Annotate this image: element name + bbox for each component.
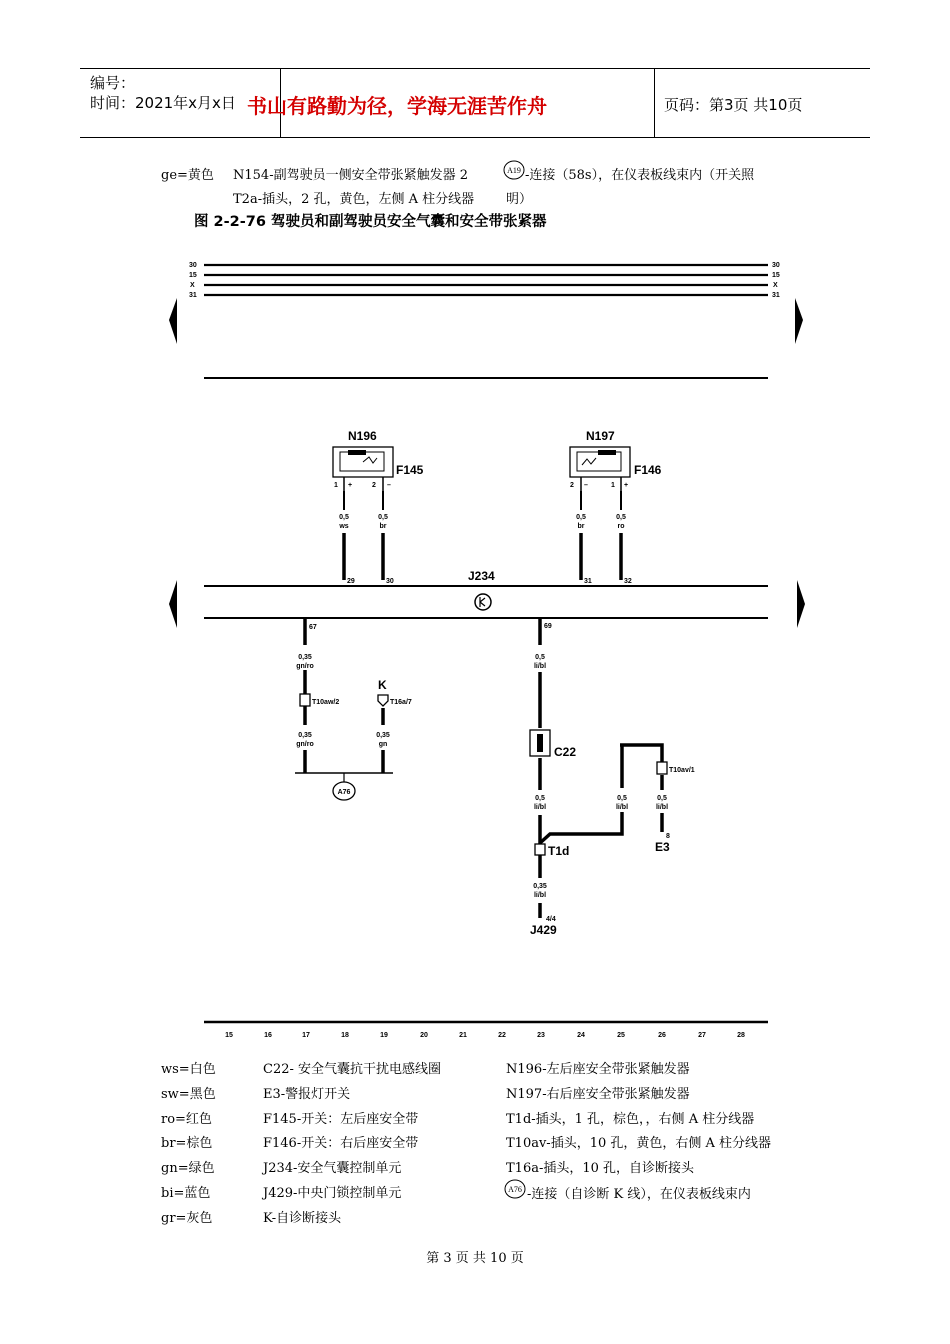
wire-ro-size: 0,5	[616, 514, 626, 521]
wire-e3-color: li/bl	[655, 804, 669, 811]
bottom-ruler-numbers	[225, 1032, 745, 1039]
legend-t16a: T16a-插头，10 孔，自诊断接头	[506, 1161, 695, 1176]
wire-69b-size: 0,5	[535, 795, 545, 802]
j429-pin: 4/4	[546, 916, 556, 923]
ruler-15: 15	[225, 1032, 233, 1039]
j234-pin-29: 29	[347, 578, 355, 585]
t10av1-label: T10av/1	[669, 767, 695, 774]
legend-t10av: T10av-插头，10 孔，黄色，右侧 A 柱分线器	[506, 1136, 772, 1151]
legend-j234: J234-安全气囊控制单元	[263, 1161, 402, 1176]
ruler-26: 26	[658, 1032, 666, 1039]
legend-color-ws: ws=白色	[161, 1062, 216, 1077]
legend-n196: N196-左后座安全带张紧触发器	[506, 1062, 690, 1077]
wire-br2-size: 0,5	[576, 514, 586, 521]
ruler-22: 22	[498, 1032, 506, 1039]
continuation-left-arrow-top	[169, 298, 177, 344]
wire-67b-color: gn/ro	[296, 741, 314, 748]
f145-label: F145	[396, 463, 424, 477]
legend-t2a: T2a-插头，2 孔，黄色，左侧 A 柱分线器	[233, 192, 475, 207]
badge-a19-text: A19	[507, 166, 521, 175]
ruler-20: 20	[420, 1032, 428, 1039]
n196-label: N196	[348, 429, 377, 443]
wire-69b-color: li/bl	[533, 804, 547, 811]
legend-color-gn: gn=绿色	[161, 1161, 215, 1176]
rail-label-l-31: 31	[189, 292, 197, 299]
j429-label: J429	[530, 923, 557, 937]
t10av1-connector	[657, 762, 667, 774]
t10aw2-connector	[300, 694, 310, 706]
legend-f145: F145-开关：左后座安全带	[263, 1112, 419, 1127]
wire-br-color: br	[379, 523, 387, 530]
legend-color-gr: gr=灰色	[161, 1211, 213, 1226]
legend-color-sw: sw=黑色	[161, 1087, 216, 1102]
rail-label-r-30: 30	[772, 262, 780, 269]
n197-pin-1: 1	[611, 482, 615, 489]
wire-k-color: gn	[378, 741, 388, 748]
n196-pin-minus: –	[387, 482, 391, 489]
wire-br2-color: br	[577, 523, 585, 530]
wire-mid-color: li/bl	[615, 804, 629, 811]
n197-switch	[582, 458, 596, 465]
rail-label-l-15: 15	[189, 272, 197, 279]
wire-69	[540, 618, 662, 918]
ruler-19: 19	[380, 1032, 388, 1039]
wire-ws-color: ws	[339, 523, 349, 530]
wire-69c-color: li/bl	[533, 892, 547, 899]
ruler-16: 16	[264, 1032, 272, 1039]
a76-label: A76	[337, 789, 351, 796]
continuation-right-arrow-top	[795, 298, 803, 344]
legend-color-ge: ge=黄色	[161, 168, 214, 183]
j234-pin-32: 32	[624, 578, 632, 585]
page-footer: 第 3 页 共 10 页	[426, 1251, 524, 1266]
j234-pin-67: 67	[309, 624, 317, 631]
n197-pin-2: 2	[570, 482, 574, 489]
legend-a76-text: A76	[508, 1185, 522, 1194]
legend-f146: F146-开关：右后座安全带	[263, 1136, 419, 1151]
legend-k: K-自诊断接头	[263, 1211, 342, 1226]
legend-n154: N154-副驾驶员一侧安全带张紧触发器 2	[233, 168, 468, 183]
j234-transistor-icon	[475, 594, 491, 610]
wire-ro-color: ro	[617, 523, 625, 530]
ruler-28: 28	[737, 1032, 745, 1039]
rail-label-l-x: X	[190, 282, 195, 289]
wire-67-color: gn/ro	[296, 663, 314, 670]
legend-c22: C22- 安全气囊抗干扰电感线圈	[263, 1062, 442, 1077]
t10aw2-label: T10aw/2	[312, 699, 340, 706]
wire-ws-size: 0,5	[339, 514, 349, 521]
wire-k-size: 0,35	[376, 732, 390, 739]
t1d-connector	[535, 844, 545, 855]
doc-time-label: 时间：2021年x月x日	[90, 94, 236, 112]
wire-67b-size: 0,35	[298, 732, 312, 739]
t16a7-connector	[378, 695, 388, 706]
ruler-23: 23	[537, 1032, 545, 1039]
ruler-27: 27	[698, 1032, 706, 1039]
k-label: K	[378, 678, 387, 692]
ruler-24: 24	[577, 1032, 585, 1039]
component-n196	[333, 429, 424, 491]
j234-pin-30: 30	[386, 578, 394, 585]
rail-label-r-x: X	[773, 282, 778, 289]
legend-color-bi: bi=蓝色	[161, 1186, 211, 1201]
j234-pin-69: 69	[544, 623, 552, 630]
n196-squib	[348, 450, 366, 455]
wire-69-size: 0,5	[535, 654, 545, 661]
f146-label: F146	[634, 463, 662, 477]
rail-label-r-31: 31	[772, 292, 780, 299]
upper-wires	[344, 491, 621, 580]
legend-j429: J429-中央门锁控制单元	[263, 1186, 402, 1201]
legend-a19-desc: -连接（58s），在仪表板线束内（开关照	[525, 168, 755, 183]
wire-67-size: 0,35	[298, 654, 312, 661]
ruler-18: 18	[341, 1032, 349, 1039]
j234-label: J234	[468, 569, 495, 583]
legend-n197: N197-右后座安全带张紧触发器	[506, 1087, 690, 1102]
wire-69-color: li/bl	[533, 663, 547, 670]
n197-label: N197	[586, 429, 615, 443]
ruler-25: 25	[617, 1032, 625, 1039]
page-indicator: 页码：第3页 共10页	[664, 96, 803, 114]
continuation-left-arrow-mid	[169, 580, 177, 628]
rail-label-r-15: 15	[772, 272, 780, 279]
component-n197	[570, 429, 662, 491]
doc-number-label: 编号：	[90, 74, 136, 92]
power-rails	[204, 265, 768, 295]
e3-pin: 8	[666, 833, 670, 840]
header-motto: 书山有路勤为径，学海无涯苦作舟	[247, 94, 547, 118]
legend-a76-desc: -连接（自诊断 K 线），在仪表板线束内	[527, 1187, 751, 1202]
n196-pin-1: 1	[334, 482, 338, 489]
e3-label: E3	[655, 840, 670, 854]
legend-color-br: br=棕色	[161, 1136, 213, 1151]
rail-label-l-30: 30	[189, 262, 197, 269]
continuation-right-arrow-mid	[797, 580, 805, 628]
wire-br-size: 0,5	[378, 514, 388, 521]
legend-a19-desc-cont: 明）	[506, 192, 533, 207]
n196-pin-plus: +	[348, 482, 353, 489]
legend-e3: E3-警报灯开关	[263, 1087, 351, 1102]
ruler-21: 21	[459, 1032, 467, 1039]
wire-mid-size: 0,5	[617, 795, 627, 802]
n197-squib	[598, 450, 616, 455]
j234-pin-31: 31	[584, 578, 592, 585]
t16a7-label: T16a/7	[390, 699, 412, 706]
t1d-label: T1d	[548, 844, 570, 858]
figure-title: 图 2-2-76 驾驶员和副驾驶员安全气囊和安全带张紧器	[194, 214, 547, 230]
wire-e3-size: 0,5	[657, 795, 667, 802]
c22-label: C22	[554, 745, 577, 759]
wire-69c-size: 0,35	[533, 883, 547, 890]
ruler-17: 17	[302, 1032, 310, 1039]
legend-color-ro: ro=红色	[161, 1112, 212, 1127]
n196-switch	[363, 457, 377, 463]
n196-pin-2: 2	[372, 482, 376, 489]
n197-pin-plus: +	[624, 482, 629, 489]
legend-t1d: T1d-插头，1 孔，棕色，，右侧 A 柱分线器	[506, 1112, 755, 1127]
n197-pin-minus: –	[584, 482, 588, 489]
